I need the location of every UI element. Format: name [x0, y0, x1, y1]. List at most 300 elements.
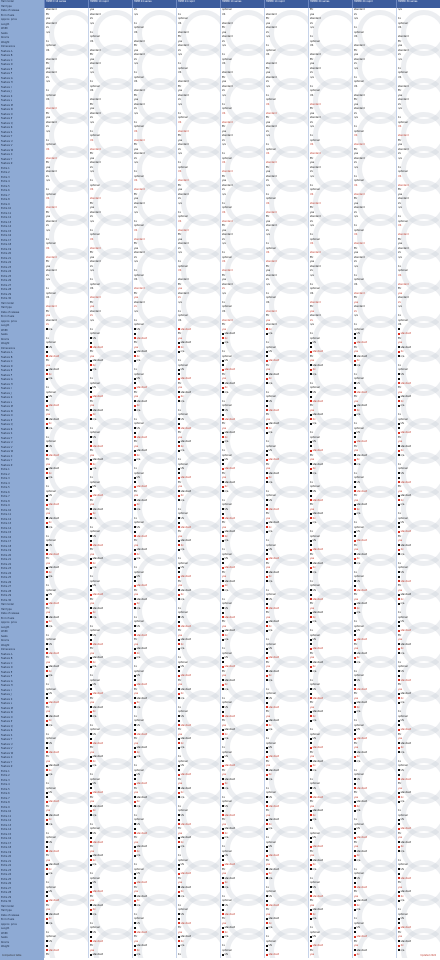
- cell-text: yes: [46, 512, 51, 515]
- cell-text: EU: [354, 890, 358, 893]
- cell-text: 2x: [268, 872, 272, 875]
- cell-text: optional: [398, 467, 408, 470]
- cell-text: US: [48, 642, 52, 646]
- cell-text: 1x: [398, 660, 401, 664]
- cell-text: n/a: [224, 935, 229, 938]
- cell-text: standard: [268, 953, 280, 956]
- cell-text: US: [92, 584, 96, 587]
- cell-text: 1x: [398, 165, 401, 169]
- cell-text: standard: [178, 242, 189, 245]
- cell-text: EU: [354, 593, 358, 596]
- cell-text: 1x: [266, 588, 269, 592]
- cell-text: 1x: [178, 161, 181, 164]
- cell-text: standard: [90, 12, 101, 16]
- cell-text: US: [180, 516, 184, 520]
- cell-text: US: [310, 291, 314, 295]
- cell-text: standard: [48, 912, 60, 916]
- cell-text: 1x: [134, 318, 137, 322]
- cell-text: yes: [178, 39, 183, 43]
- cell-text: standard: [46, 71, 57, 74]
- cell-text: n/a: [400, 404, 405, 407]
- row-label: Feature E: [1, 369, 13, 372]
- cell-text: EU: [178, 35, 182, 38]
- cell-text: n/a: [134, 210, 138, 214]
- cell-text: standard: [92, 890, 104, 893]
- status-square-icon: [90, 540, 92, 542]
- grid-column: [176, 8, 220, 958]
- cell-text: 1x: [134, 219, 137, 223]
- cell-text: optional: [46, 786, 56, 790]
- cell-text: US: [180, 714, 184, 718]
- status-square-icon: [310, 643, 312, 645]
- cell-text: 2x: [400, 548, 404, 551]
- cell-text: EU: [310, 206, 314, 209]
- cell-text: 2x: [356, 557, 360, 560]
- cell-text: EU: [46, 309, 50, 313]
- cell-text: EU: [178, 84, 182, 88]
- cell-text: EU: [398, 881, 402, 884]
- row-label: Extra 25: [1, 576, 12, 579]
- cell-text: n/a: [180, 746, 185, 749]
- cell-text: 1x: [266, 638, 269, 641]
- cell-text: 2x: [312, 714, 316, 718]
- cell-text: 2x: [310, 170, 313, 173]
- cell-text: standard: [92, 656, 104, 659]
- cell-text: 1x: [266, 341, 269, 344]
- cell-text: standard: [178, 44, 189, 47]
- cell-text: n/a: [134, 161, 138, 164]
- cell-text: standard: [268, 656, 280, 659]
- cell-text: yes: [90, 57, 95, 61]
- status-square-icon: [90, 342, 92, 344]
- cell-text: standard: [48, 651, 60, 655]
- cell-text: n/a: [46, 228, 50, 232]
- cell-text: standard: [46, 305, 57, 308]
- cell-text: yes: [134, 147, 139, 151]
- row-label: Extra 18: [1, 243, 12, 246]
- cell-text: 2x: [180, 543, 184, 547]
- cell-text: standard: [134, 39, 145, 43]
- cell-text: optional: [266, 890, 276, 893]
- cell-text: US: [48, 345, 52, 349]
- cell-text: yes: [46, 66, 51, 70]
- cell-text: 2x: [310, 71, 313, 74]
- cell-text: standard: [48, 354, 60, 358]
- cell-text: 2x: [268, 822, 272, 826]
- row-label: End of sale: [1, 315, 15, 318]
- cell-text: yes: [222, 80, 227, 83]
- status-square-icon: [222, 562, 224, 564]
- status-square-icon: [398, 427, 400, 429]
- cell-text: 2x: [268, 624, 272, 628]
- cell-text: n/a: [136, 854, 141, 857]
- cell-text: standard: [136, 732, 148, 736]
- cell-text: optional: [134, 273, 144, 277]
- cell-text: n/a: [356, 908, 361, 911]
- cell-text: optional: [354, 872, 364, 875]
- cell-text: US: [400, 669, 404, 673]
- cell-text: standard: [354, 242, 365, 245]
- row-label: Dimensions: [1, 45, 15, 48]
- row-label: Feature G: [1, 679, 13, 683]
- cell-text: 1x: [46, 584, 49, 587]
- cell-text: n/a: [90, 120, 94, 124]
- cell-text: yes: [46, 809, 51, 812]
- cell-text: US: [224, 458, 228, 461]
- cell-text: 1x: [310, 827, 313, 830]
- cell-text: optional: [134, 174, 144, 178]
- cell-text: 1x: [354, 125, 357, 128]
- cell-text: optional: [354, 525, 364, 529]
- cell-text: 2x: [134, 305, 137, 308]
- cell-text: yes: [90, 701, 95, 704]
- cell-text: standard: [310, 314, 321, 317]
- cell-text: n/a: [46, 179, 50, 182]
- status-square-icon: [134, 382, 136, 384]
- cell-text: standard: [222, 269, 233, 272]
- cell-text: 2x: [136, 404, 140, 407]
- row-label: Extra 27: [1, 283, 12, 287]
- cell-text: yes: [354, 597, 359, 601]
- cell-text: standard: [92, 359, 104, 362]
- status-square-icon: [266, 553, 268, 555]
- cell-text: 1x: [134, 170, 137, 173]
- cell-text: yes: [310, 903, 315, 907]
- cell-text: n/a: [90, 318, 94, 322]
- footer: [0, 955, 440, 960]
- row-label: Feature W: [1, 148, 14, 152]
- cell-text: standard: [180, 773, 192, 776]
- cell-text: US: [224, 804, 228, 808]
- status-square-icon: [398, 378, 400, 380]
- cell-text: yes: [178, 435, 183, 439]
- cell-text: EU: [310, 552, 314, 556]
- row-label: Extra 23: [1, 868, 12, 872]
- cell-text: 2x: [48, 422, 52, 425]
- status-square-icon: [46, 450, 48, 452]
- cell-text: EU: [398, 287, 402, 290]
- cell-text: US: [398, 174, 402, 178]
- cell-text: EU: [178, 728, 182, 731]
- cell-text: optional: [310, 782, 320, 785]
- cell-text: yes: [398, 737, 403, 740]
- cell-text: 2x: [354, 12, 357, 16]
- cell-text: 1x: [354, 174, 357, 178]
- status-square-icon: [222, 909, 224, 911]
- cell-text: 2x: [178, 48, 181, 52]
- cell-text: 2x: [48, 471, 52, 475]
- row-label: Feature O: [1, 414, 13, 417]
- row-label: Feature M: [1, 706, 13, 710]
- row-label: Hall model: [1, 904, 14, 908]
- cell-text: standard: [222, 21, 233, 25]
- status-square-icon: [222, 661, 224, 663]
- cell-text: US: [92, 732, 96, 736]
- cell-text: standard: [136, 399, 148, 403]
- cell-text: EU: [266, 66, 270, 70]
- grid-column: [44, 8, 88, 958]
- cell-text: n/a: [180, 894, 185, 898]
- cell-text: 2x: [266, 278, 269, 281]
- cell-text: yes: [46, 462, 51, 466]
- cell-text: standard: [48, 404, 60, 407]
- cell-text: n/a: [92, 912, 97, 916]
- cell-text: n/a: [90, 71, 94, 74]
- cell-text: standard: [310, 66, 321, 70]
- cell-text: standard: [356, 701, 368, 704]
- status-square-icon: [310, 396, 312, 398]
- cell-text: EU: [46, 210, 50, 214]
- status-square-icon: [90, 441, 92, 443]
- cell-text: standard: [180, 723, 192, 727]
- cell-text: yes: [222, 624, 227, 628]
- status-square-icon: [354, 337, 356, 339]
- cell-text: optional: [178, 165, 188, 169]
- cell-text: standard: [354, 57, 365, 61]
- cell-text: yes: [46, 759, 51, 763]
- cell-text: standard: [92, 543, 104, 547]
- cell-text: EU: [266, 561, 270, 565]
- cell-text: standard: [90, 147, 101, 151]
- cell-text: standard: [92, 804, 104, 808]
- status-square-icon: [222, 463, 224, 465]
- cell-text: n/a: [310, 273, 314, 277]
- cell-text: optional: [90, 282, 100, 286]
- cell-text: 1x: [354, 669, 357, 673]
- status-square-icon: [90, 391, 92, 393]
- cell-text: EU: [134, 539, 138, 542]
- cell-text: optional: [354, 822, 364, 826]
- cell-text: 1x: [178, 62, 181, 65]
- cell-text: standard: [180, 525, 192, 529]
- cell-text: yes: [90, 552, 95, 556]
- cell-text: yes: [178, 336, 183, 340]
- cell-text: n/a: [312, 818, 317, 821]
- cell-text: optional: [134, 372, 144, 376]
- cell-text: standard: [268, 521, 280, 524]
- cell-text: US: [222, 161, 226, 164]
- cell-text: yes: [222, 327, 227, 331]
- cell-text: optional: [134, 471, 144, 475]
- cell-text: optional: [222, 57, 232, 61]
- row-label: Feature E: [1, 67, 13, 71]
- status-square-icon: [178, 373, 180, 375]
- cell-text: US: [136, 674, 140, 677]
- cell-text: 1x: [398, 512, 401, 515]
- cell-text: 2x: [90, 165, 93, 169]
- cell-text: EU: [134, 93, 138, 97]
- cell-text: 1x: [222, 201, 225, 205]
- cell-text: 2x: [356, 953, 360, 956]
- row-label: Feature Z: [1, 765, 13, 768]
- cell-text: optional: [134, 422, 144, 425]
- cell-text: standard: [48, 602, 60, 605]
- cell-text: EU: [398, 584, 402, 587]
- cell-text: US: [46, 197, 50, 200]
- cell-text: 2x: [356, 656, 360, 659]
- cell-text: US: [398, 125, 402, 128]
- cell-text: 1x: [310, 480, 313, 484]
- cell-text: standard: [356, 948, 368, 952]
- row-label: Extra 12: [1, 216, 12, 219]
- cell-text: US: [224, 606, 228, 610]
- row-label: Feature L: [1, 702, 13, 705]
- cell-text: US: [268, 597, 272, 601]
- cell-text: optional: [222, 8, 232, 11]
- cell-text: n/a: [180, 399, 185, 403]
- column-header-3: HMM 24 series: [132, 0, 176, 8]
- cell-text: standard: [310, 152, 321, 155]
- status-square-icon: [310, 792, 312, 794]
- row-label: Extra 9: [1, 805, 10, 809]
- cell-text: yes: [354, 647, 359, 650]
- cell-text: yes: [134, 939, 139, 943]
- cell-text: US: [90, 188, 94, 191]
- cell-text: optional: [46, 341, 56, 344]
- row-label: Extra 29: [1, 594, 12, 597]
- cell-text: US: [400, 867, 404, 871]
- cell-text: optional: [222, 899, 232, 902]
- cell-text: US: [398, 75, 402, 79]
- cell-text: optional: [354, 476, 364, 479]
- cell-text: n/a: [356, 611, 361, 614]
- cell-text: optional: [354, 426, 364, 430]
- row-label: Extra 17: [1, 238, 12, 242]
- status-square-icon: [354, 684, 356, 686]
- cell-text: standard: [312, 845, 324, 848]
- cell-text: 2x: [46, 323, 49, 326]
- cell-text: n/a: [400, 602, 405, 605]
- cell-text: standard: [48, 764, 60, 767]
- cell-text: 1x: [178, 953, 181, 956]
- cell-text: standard: [356, 836, 368, 839]
- row-label: Extra 14: [1, 828, 12, 831]
- status-square-icon: [310, 693, 312, 695]
- cell-text: EU: [222, 719, 226, 722]
- row-label: Feature A: [1, 49, 13, 53]
- cell-text: yes: [134, 642, 139, 646]
- cell-text: standard: [92, 854, 104, 857]
- cell-text: 2x: [400, 746, 404, 749]
- row-label: Feature S: [1, 432, 13, 435]
- cell-text: optional: [266, 98, 276, 101]
- cell-text: yes: [222, 773, 227, 776]
- cell-text: US: [92, 435, 96, 439]
- cell-text: standard: [400, 593, 412, 596]
- cell-text: US: [356, 332, 360, 335]
- cell-text: standard: [356, 552, 368, 556]
- cell-text: 2x: [268, 575, 272, 578]
- cell-text: standard: [398, 98, 409, 101]
- cell-text: standard: [92, 444, 104, 448]
- cell-text: n/a: [268, 480, 273, 484]
- cell-text: n/a: [266, 35, 270, 38]
- row-label: Extra 2: [1, 774, 10, 777]
- status-square-icon: [46, 598, 48, 600]
- cell-text: optional: [398, 764, 408, 767]
- cell-text: 1x: [90, 278, 93, 281]
- cell-text: yes: [134, 197, 139, 200]
- cell-text: n/a: [222, 143, 226, 146]
- cell-text: 2x: [224, 386, 228, 389]
- row-label: Date of release: [1, 913, 20, 917]
- row-label: Extra 21: [1, 558, 12, 561]
- cell-text: yes: [398, 291, 403, 295]
- status-square-icon: [222, 414, 224, 416]
- cell-text: US: [92, 930, 96, 934]
- cell-text: US: [48, 939, 52, 943]
- cell-text: 1x: [398, 17, 401, 20]
- cell-text: 1x: [90, 129, 93, 133]
- cell-text: n/a: [92, 764, 97, 767]
- cell-text: US: [268, 498, 272, 502]
- column-header-6: HMMD 14 rapid: [264, 0, 308, 8]
- cell-text: optional: [46, 242, 56, 245]
- cell-text: standard: [180, 935, 192, 938]
- cell-text: optional: [178, 908, 188, 911]
- cell-text: n/a: [400, 453, 405, 457]
- cell-text: 1x: [222, 399, 225, 403]
- cell-text: standard: [312, 759, 324, 763]
- cell-text: 2x: [48, 818, 52, 821]
- cell-text: standard: [400, 890, 412, 893]
- cell-text: US: [356, 579, 360, 583]
- cell-text: 1x: [90, 377, 93, 380]
- cell-text: EU: [354, 543, 358, 547]
- cell-text: 1x: [354, 75, 357, 79]
- cell-text: EU: [310, 404, 314, 407]
- cell-text: yes: [222, 525, 227, 529]
- row-label: Width: [1, 630, 8, 633]
- row-label: Hall model: [1, 301, 14, 305]
- cell-text: standard: [92, 791, 104, 794]
- cell-text: n/a: [224, 885, 229, 889]
- cell-text: 1x: [354, 323, 357, 326]
- row-label: Feature I: [1, 85, 12, 89]
- cell-text: standard: [180, 674, 192, 677]
- cell-text: 1x: [398, 858, 401, 862]
- cell-text: 1x: [266, 737, 269, 740]
- status-square-icon: [178, 423, 180, 425]
- cell-text: n/a: [312, 719, 317, 722]
- cell-text: n/a: [224, 341, 229, 344]
- cell-text: 1x: [178, 903, 181, 907]
- cell-text: yes: [398, 489, 403, 493]
- cell-text: standard: [354, 93, 365, 97]
- cell-text: standard: [312, 597, 324, 601]
- row-label: Seats: [1, 333, 8, 336]
- cell-text: n/a: [354, 66, 358, 70]
- cell-text: yes: [222, 377, 227, 380]
- cell-text: 1x: [178, 804, 181, 808]
- cell-text: optional: [266, 494, 276, 497]
- status-square-icon: [266, 751, 268, 753]
- cell-text: yes: [266, 120, 271, 124]
- cell-text: standard: [222, 282, 233, 286]
- cell-text: 2x: [46, 174, 49, 178]
- cell-text: 1x: [178, 507, 181, 511]
- cell-text: US: [268, 894, 272, 898]
- cell-text: 1x: [90, 575, 93, 578]
- cell-text: 1x: [46, 336, 49, 340]
- row-label: Extra 11: [1, 513, 12, 516]
- cell-text: US: [266, 201, 270, 205]
- cell-text: EU: [46, 705, 50, 709]
- row-label: Feature X: [1, 153, 13, 156]
- cell-text: US: [90, 138, 94, 142]
- row-label: Extra 20: [1, 252, 12, 255]
- cell-text: 1x: [90, 476, 93, 479]
